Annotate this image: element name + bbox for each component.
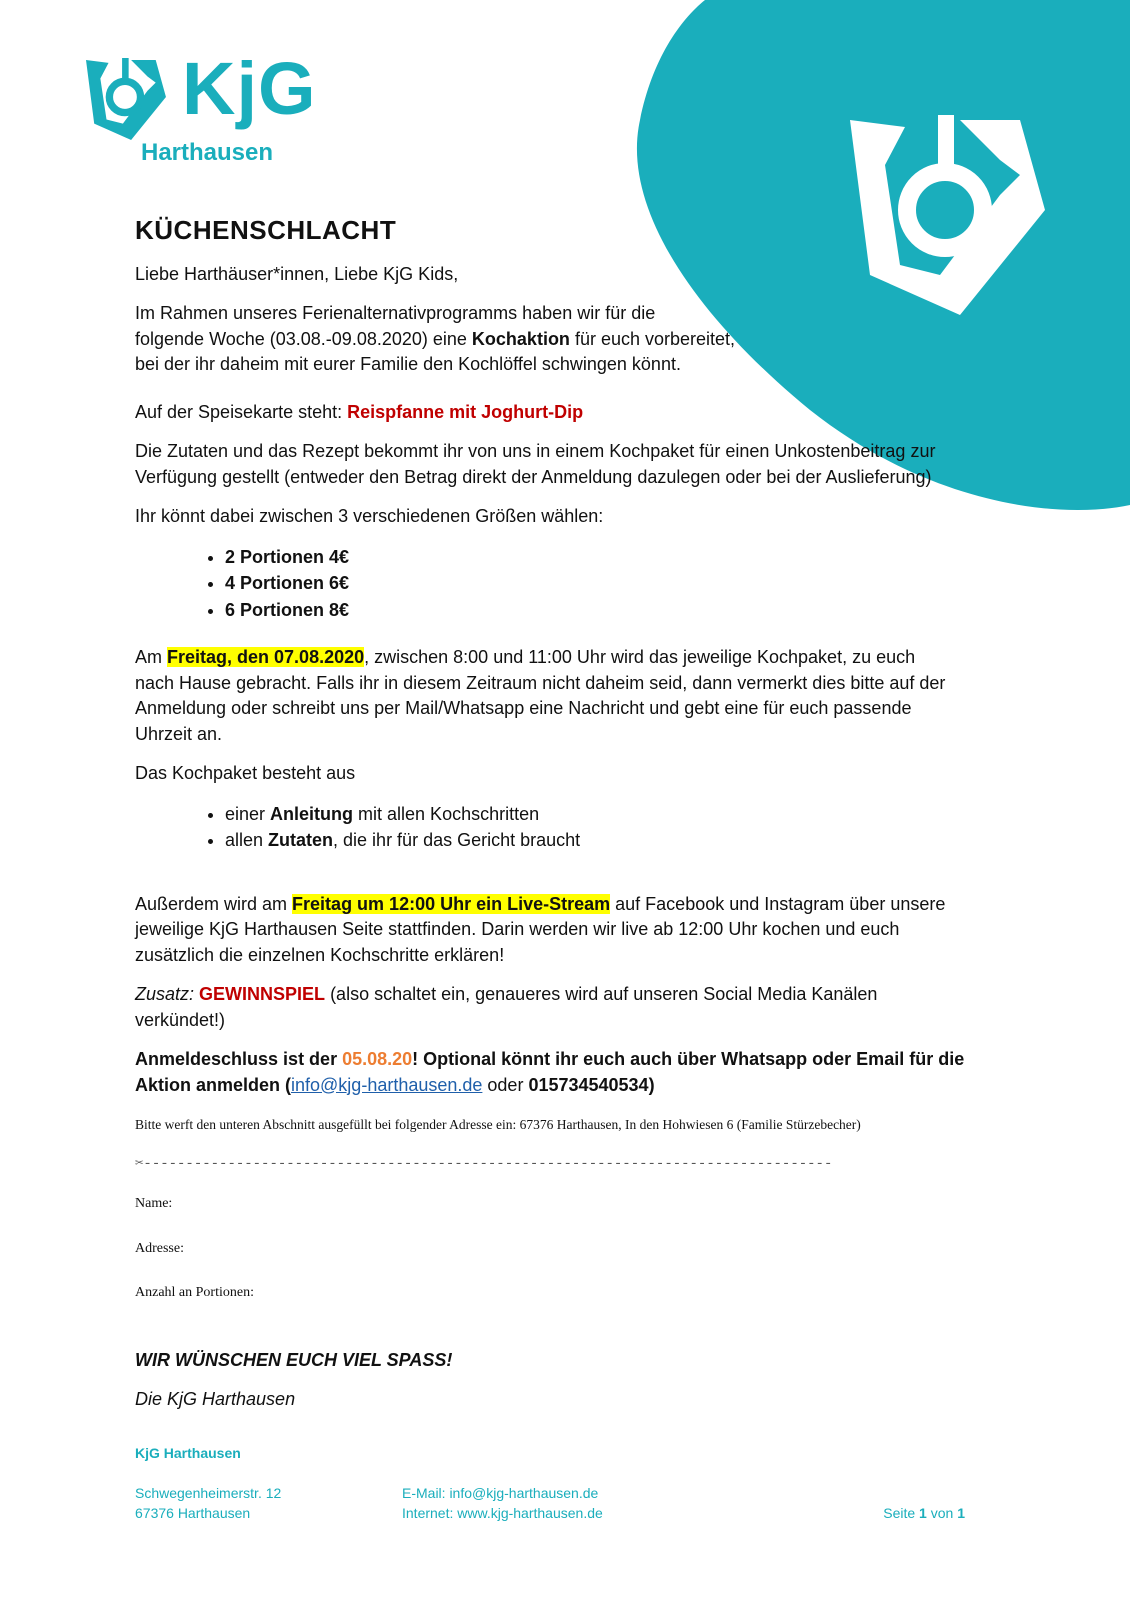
letter-body	[135, 215, 1005, 1427]
return-note: Bitte werft den unteren Abschnitt ausgefüllt bei folgender Adresse ein: 67376 Harthausen, In den Hohwiesen 6 (Familie Stürzebecher)	[135, 1117, 861, 1132]
stream-highlight: Freitag um 12:00 Uhr ein Live-Stream	[292, 893, 611, 914]
footer-web[interactable]: Internet: www.kjg-harthausen.de	[402, 1505, 603, 1521]
page-footer	[135, 1443, 965, 1521]
footer-address: Schwegenheimerstr. 12 67376 Harthausen	[135, 1485, 282, 1521]
deadline-paragraph: Anmeldeschluss ist der 05.08.20! Optional könnt ihr euch auch über Whatsapp oder Email für die Aktion anmelden (info@kjg-harthausen.de oder 015734540534)	[135, 1049, 965, 1095]
form-name-field: Name:	[135, 1196, 173, 1211]
list-item: • 2 Portionen 4€	[225, 544, 1005, 571]
greeting: Liebe Harthäuser*innen, Liebe KjG Kids,	[135, 263, 459, 284]
contest-paragraph: Zusatz: GEWINNSPIEL (also schaltet ein, genaueres wird auf unseren Social Media Kanälen verkündet!)	[135, 984, 878, 1030]
stream-paragraph: Außerdem wird am Freitag um 12:00 Uhr ein Live-Stream auf Facebook und Instagram über unsere jeweilige KjG Harthausen Seite stattfinden. Darin werden wir live ab 12:00 Uhr kochen und euch zusätzlich die einzelnen Kochschritte erklären!	[135, 893, 946, 965]
email-link[interactable]: info@kjg-harthausen.de	[291, 1074, 483, 1095]
package-intro: Das Kochpaket besteht aus	[135, 763, 356, 783]
menu-line: Auf der Speisekarte steht: Reispfanne mit Joghurt-Dip	[135, 401, 584, 422]
dish-name: Reispfanne mit Joghurt-Dip	[347, 401, 584, 422]
kjg-logo-icon	[86, 58, 168, 140]
logo-place-name: Harthausen	[141, 139, 274, 166]
list-item: • 4 Portionen 6€	[225, 570, 1005, 597]
delivery-paragraph: Am Freitag, den 07.08.2020, zwischen 8:00 und 11:00 Uhr wird das jeweilige Kochpaket, zu euch nach Hause gebracht. Falls ihr in diesem Zeitraum nicht daheim seid, dann vermerkt dies bitte auf der Anmeldung oder schreibt uns per Mail/Whatsapp eine Nachricht und gebt eine für euch passende Uhrzeit an.	[135, 647, 946, 744]
ingredients-paragraph: Die Zutaten und das Rezept bekommt ihr von uns in einem Kochpaket für einen Unkostenbeitrag zur Verfügung gestellt (entweder den Betrag direkt der Anmeldung dazulegen oder bei der Auslieferung)	[135, 441, 936, 487]
delivery-date: Freitag, den 07.08.2020	[167, 647, 365, 667]
form-address-field: Adresse:	[135, 1240, 184, 1256]
closing-line: WIR WÜNSCHEN EUCH VIEL SPASS!	[135, 1349, 453, 1370]
logo-wordmark: KjG	[182, 47, 317, 130]
footer-email[interactable]: E-Mail: info@kjg-harthausen.de	[402, 1485, 599, 1501]
form-portions-field: Anzahl an Portionen:	[135, 1285, 254, 1300]
page-title: KÜCHENSCHLACHT	[135, 215, 397, 245]
cut-line: ✂----------------------------------------------------------------------------------	[135, 1155, 833, 1172]
list-item: • allen Zutaten, die ihr für das Gericht braucht	[225, 827, 1005, 854]
list-item: • 6 Portionen 8€	[225, 597, 1005, 624]
signature: Die KjG Harthausen	[135, 1389, 296, 1409]
page-number: Seite 1 von 1	[883, 1505, 965, 1521]
intro-paragraph: Im Rahmen unseres Ferienalternativprogramms haben wir für die folgende Woche (03.08.-09.08.2020) eine Kochaktion für euch vorbereitet, bei der ihr daheim mit eurer Familie den Kochlöffel schwingen könnt.	[135, 303, 736, 374]
package-list	[135, 801, 1005, 854]
deadline-date: 05.08.20	[342, 1049, 413, 1069]
contest-word: GEWINNSPIEL	[199, 984, 326, 1004]
footer-contact	[402, 1483, 603, 1523]
footer-org: KjG Harthausen	[135, 1445, 241, 1461]
sizes-intro: Ihr könnt dabei zwischen 3 verschiedenen Größen wählen:	[135, 506, 604, 526]
sizes-list	[135, 544, 1005, 624]
list-item: • einer Anleitung mit allen Kochschritten	[225, 801, 1005, 828]
